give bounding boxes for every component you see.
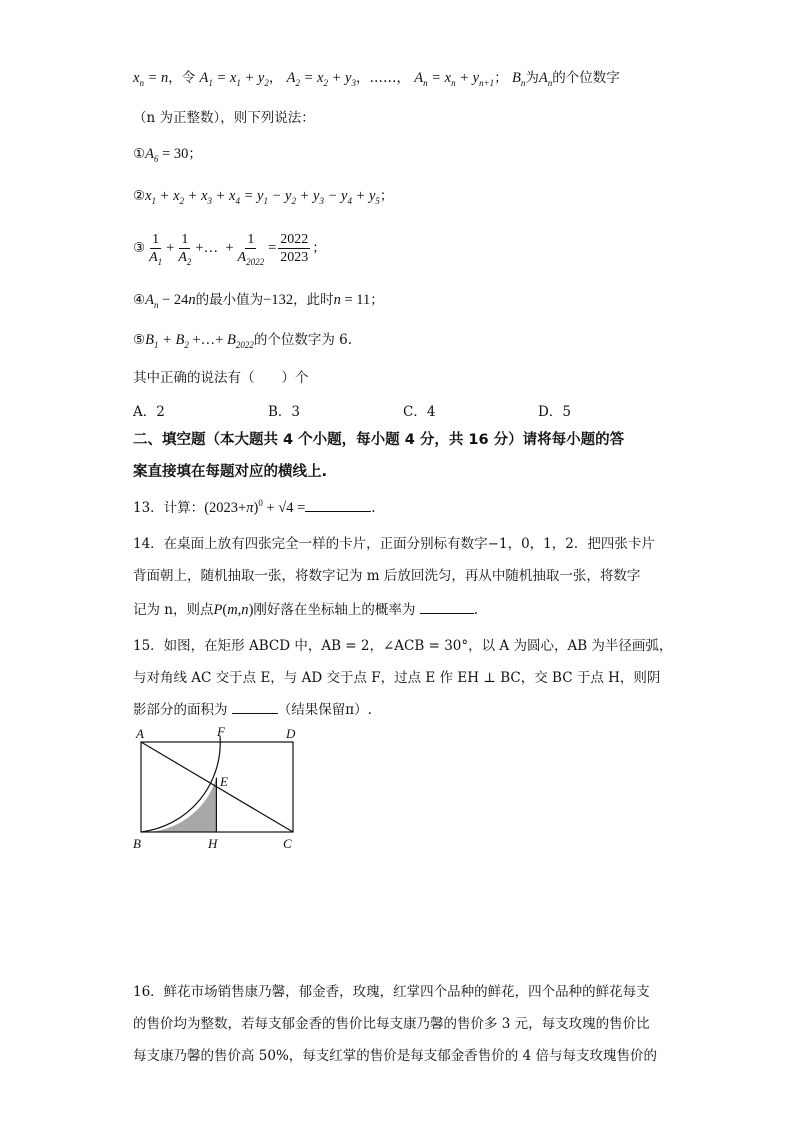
formula-xn: $x_n = n$	[133, 70, 169, 88]
q15-line-3	[133, 700, 372, 720]
statement-1-mark: ①	[133, 146, 146, 162]
statement-4	[133, 290, 384, 310]
q15-answer-blank[interactable]	[232, 701, 278, 714]
q13	[133, 498, 376, 518]
statement-2-formula: $x_1 + x_2 + x_3 + x_4 = y_1 - y_2 + y_3 - y_4 + y_5$	[145, 188, 380, 206]
q16-line-2: 的售价均为整数，若每支郁金香的售价比每支康乃馨的售价多 3 元，每支玫瑰的售价比	[133, 1016, 650, 1032]
semicolon: ；	[494, 70, 508, 86]
formula-An: $A_n = x_n + y_{n+1}$	[414, 70, 495, 88]
fraction-1-A1: $\frac{1}{A_1}$	[149, 232, 163, 267]
fraction-1-A2022: $\frac{1}{A_{2022}}$	[237, 232, 265, 267]
q15-line-1: 15．如图，在矩形 ABCD 中，AB = 2，∠ACB = 30°，以 A 为圆心，AB 为半径画弧，	[133, 638, 673, 654]
q15-text-a: 影部分的面积为	[133, 702, 228, 718]
q14-end: .	[473, 602, 478, 618]
q14-text-a: 记为 n，则点	[133, 602, 214, 618]
statement-3: ③ $\frac{1}{A_1}$ + $\frac{1}{A_2}$ +… + $\frac{1}{A_{2022}}$ = $\frac{2022}{2023}$ ；	[133, 232, 326, 267]
statement-5-mark: ⑤	[133, 332, 146, 348]
ellipsis: ，……，	[355, 70, 410, 86]
statement-1-formula: $A_6 = 30$	[145, 146, 189, 164]
statement-2-mark: ②	[133, 188, 146, 204]
label-b: B	[133, 836, 141, 851]
fraction-1-A2: $\frac{1}{A_2}$	[178, 232, 192, 267]
q14-point: P(m,n)	[213, 602, 254, 618]
statement-4-mark: ④	[133, 292, 146, 308]
q15-line-2: 与对角线 AC 交于点 E，与 AD 交于点 F，过点 E 作 EH ⊥ BC，交 BC 于点 H，则阴	[133, 670, 661, 686]
q13-answer-blank[interactable]	[305, 499, 371, 512]
label-e: E	[220, 774, 228, 789]
q13-label: 13．计算：	[133, 500, 205, 516]
comma: ，	[268, 70, 283, 86]
statement-2	[133, 186, 393, 206]
formula-A1: $A_1 = x_1 + y_2$	[199, 70, 269, 88]
statement-4-end: ；	[370, 292, 384, 308]
q13-formula: $(2023+\pi)^0 + √4$ =	[204, 498, 306, 516]
text-ling: ，令	[168, 70, 196, 86]
statement-1	[133, 144, 202, 164]
statement-4-text2: ，此时	[293, 292, 334, 308]
statement-4-expr: $A_n - 24n$	[145, 292, 196, 310]
section-2-heading-line-2: 案直接填在每题对应的横线上.	[133, 464, 328, 480]
formula-Bn: $B_n$	[511, 70, 526, 88]
text-digit: 的个位数字	[552, 70, 620, 86]
q14-text-b: 刚好落在坐标轴上的概率为	[253, 602, 416, 618]
label-c: C	[283, 836, 292, 851]
option-c[interactable]: C．4	[403, 404, 436, 420]
statement-4-text: 的最小值为	[195, 292, 264, 308]
formula-An-ref: $A_n$	[538, 70, 553, 88]
option-a[interactable]: A．2	[133, 404, 165, 420]
text-wei: 为	[525, 70, 539, 86]
label-a: A	[136, 726, 144, 741]
statement-5-end: 的个位数字为 6.	[253, 332, 353, 348]
label-f: F	[217, 724, 225, 739]
rectangle-figure	[128, 722, 308, 854]
statement-4-value: −132	[263, 292, 294, 308]
intro-line-2: （n 为正整数），则下列说法：	[133, 110, 315, 126]
q14-line-2: 背面朝上，随机抽取一张，将数字记为 m 后放回洗匀，再从中随机抽取一张，将数字	[133, 568, 641, 584]
statement-4-n: n = 11	[333, 292, 371, 308]
statement-5	[133, 330, 352, 350]
formula-A2: $A_2 = x_2 + y_3$	[286, 70, 356, 88]
q14-line-1: 14．在桌面上放有四张完全一样的卡片，正面分别标有数字−1，0，1，2．把四张卡片	[133, 536, 655, 552]
label-h: H	[208, 836, 218, 851]
q16-line-3: 每支康乃馨的售价高 50%，每支红掌的售价是每支郁金香售价的 4 倍与每支玫瑰售价的	[133, 1048, 657, 1064]
option-b[interactable]: B．3	[268, 404, 301, 420]
q14-answer-blank[interactable]	[420, 601, 474, 614]
q16-line-1: 16．鲜花市场销售康乃馨，郁金香，玫瑰，红掌四个品种的鲜花，四个品种的鲜花每支	[133, 984, 650, 1000]
statement-3-end: ；	[312, 240, 326, 256]
section-2-heading-line-1: 二、填空题（本大题共 4 个小题，每小题 4 分，共 16 分）请将每小题的答	[133, 432, 625, 448]
q14-line-3	[133, 600, 478, 620]
fraction-2022-2023: $\frac{2022}{2023}$	[280, 232, 309, 265]
statement-2-end: ；	[379, 188, 394, 204]
statement-5-formula: $B_1 + B_2$ +…+ $B_{2022}$	[145, 332, 254, 350]
option-d[interactable]: D．5	[538, 404, 571, 420]
shaded-region	[141, 778, 216, 832]
statement-3-mark: ③	[133, 240, 146, 256]
q12-stem: 其中正确的说法有（ ）个	[133, 370, 309, 386]
q13-end: .	[371, 500, 376, 516]
q15-text-b: （结果保留π）.	[277, 702, 372, 718]
label-d: D	[286, 726, 296, 741]
intro-line-1	[133, 68, 620, 88]
statement-1-end: ；	[188, 146, 202, 162]
